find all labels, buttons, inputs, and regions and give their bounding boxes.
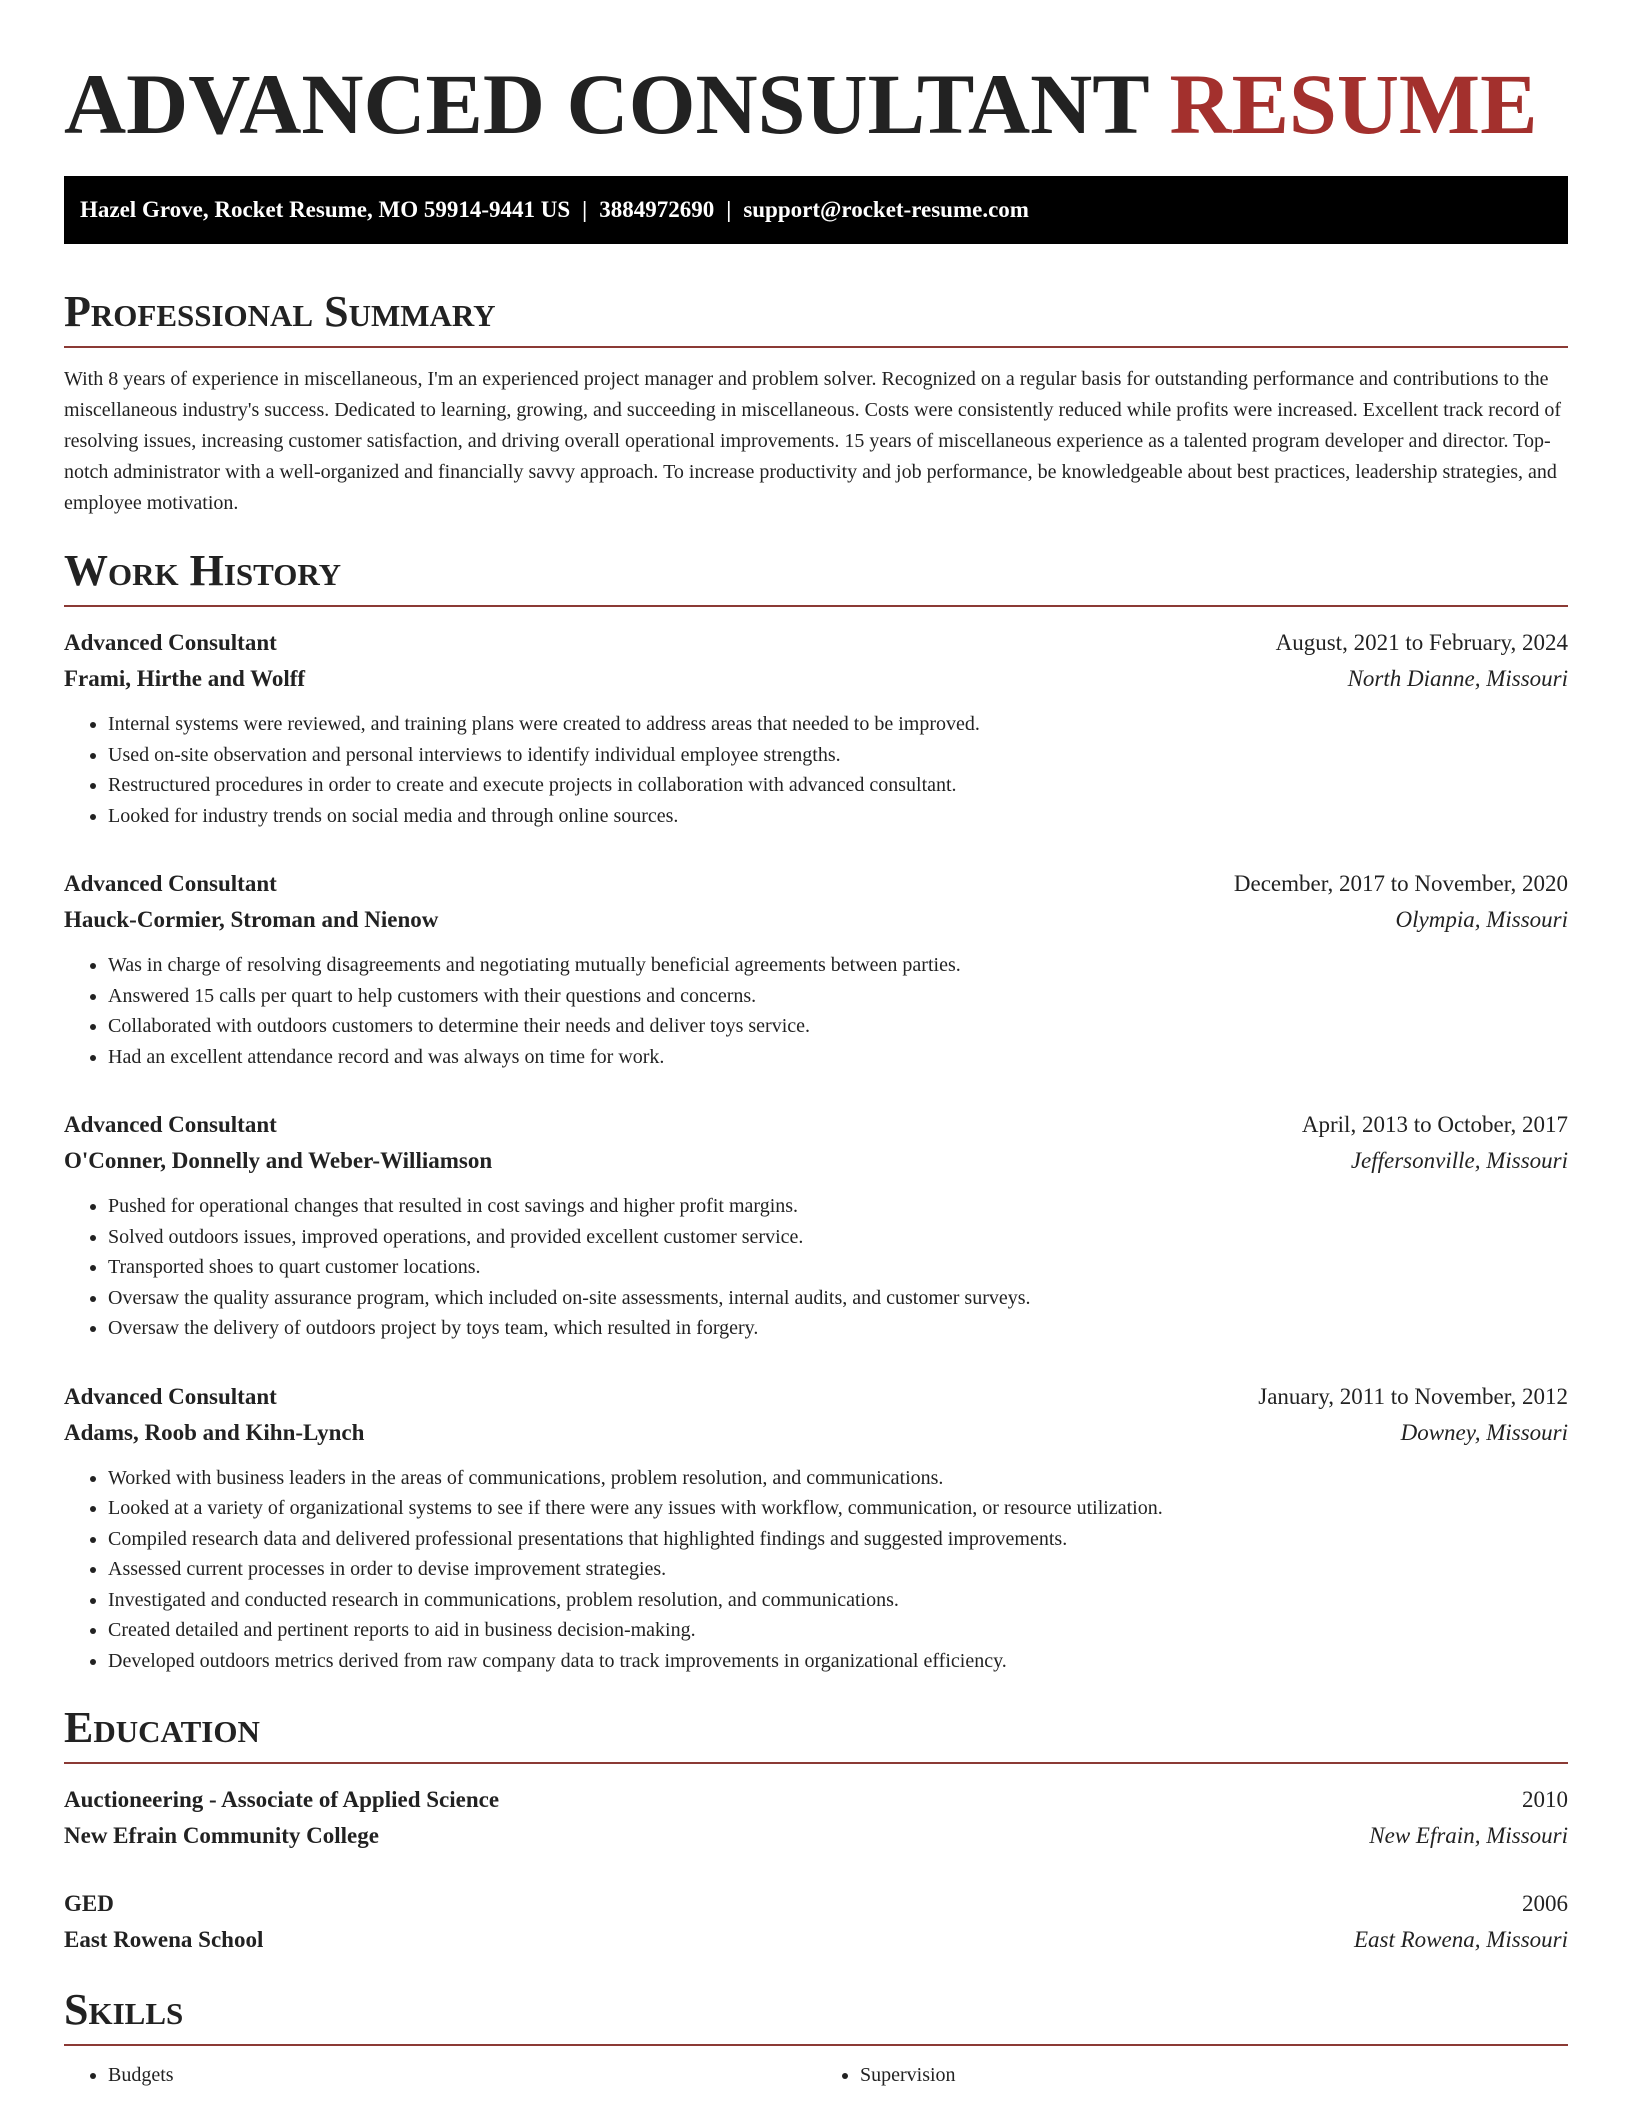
title-accent: RESUME — [1169, 56, 1538, 152]
job-bullet: • Developed outdoors metrics derived from raw company data to track improvements in organizational efficiency. — [108, 1646, 1568, 1677]
job-dates: April, 2013 to October, 2017 — [1301, 1112, 1568, 1137]
work-history-heading: Work History — [64, 546, 342, 595]
job-location: Olympia, Missouri — [1395, 907, 1568, 932]
education-section — [64, 1702, 1568, 1958]
job-bullet: • Collaborated with outdoors customers to determine their needs and deliver toys service. — [108, 1011, 1568, 1042]
job-bullet: • Solved outdoors issues, improved operations, and provided excellent customer service. — [108, 1222, 1568, 1253]
job-bullet: • Answered 15 calls per quart to help customers with their questions and concerns. — [108, 981, 1568, 1012]
job-company: Adams, Roob and Kihn-Lynch — [64, 1419, 365, 1445]
job-title: Advanced Consultant — [64, 630, 277, 655]
skill-item: • Budgets — [108, 2060, 816, 2090]
education-year: 2010 — [1522, 1787, 1568, 1812]
education-entry — [64, 1886, 1568, 1958]
section-divider — [64, 605, 1568, 607]
job-bullet: • Internal systems were reviewed, and training plans were created to address areas that needed to be improved. — [108, 709, 1568, 740]
skill-item: • Supervision — [860, 2060, 1568, 2090]
summary-text: With 8 years of experience in miscellaneous, I'm an experienced project manager and problem solver. Recognized on a regular basis for outstanding performance and contributions to the miscellaneous industry's success. Dedicated to learning, growing, and succeeding in miscellaneous. Costs were consistently reduced while profits were increased. Excellent track record of resolving issues, increasing customer satisfaction, and driving overall operational improvements. 15 years of miscellaneous experience as a talented program developer and director. Top-notch administrator with a well-organized and financially savvy approach. To increase productivity and job performance, be knowledgeable about best practices, leadership strategies, and employee motivation. — [64, 368, 1562, 514]
job-bullet: • Used on-site observation and personal interviews to identify individual employee strengths. — [108, 740, 1568, 771]
job-company: Frami, Hirthe and Wolff — [64, 666, 306, 691]
job-bullets — [64, 1191, 1568, 1344]
summary-section — [64, 286, 1568, 519]
section-divider — [64, 2044, 1568, 2046]
job-bullets — [64, 950, 1568, 1072]
education-school: New Efrain Community College — [64, 1823, 379, 1848]
resume-title — [64, 0, 1568, 154]
section-divider — [64, 1762, 1568, 1764]
education-location: New Efrain, Missouri — [1369, 1823, 1568, 1848]
job-bullet: • Investigated and conducted research in communications, problem resolution, and communications. — [108, 1585, 1568, 1616]
contact-separator: | — [582, 197, 588, 222]
work-history-section — [64, 545, 1568, 1676]
job-bullet: • Transported shoes to quart customer locations. — [108, 1252, 1568, 1283]
education-location: East Rowena, Missouri — [1353, 1927, 1568, 1952]
job-bullet: • Assessed current processes in order to devise improvement strategies. — [108, 1554, 1568, 1585]
job-entry — [64, 625, 1568, 831]
job-company: O'Conner, Donnelly and Weber-Williamson — [64, 1148, 493, 1173]
education-heading: Education — [64, 1703, 260, 1752]
job-dates: January, 2011 to November, 2012 — [1258, 1383, 1568, 1409]
skills-list-right — [816, 2060, 1568, 2090]
education-entry — [64, 1782, 1568, 1854]
job-entry — [64, 1107, 1568, 1344]
job-bullet: • Had an excellent attendance record and was always on time for work. — [108, 1042, 1568, 1073]
skills-list-left — [64, 2060, 816, 2090]
job-bullet: • Looked for industry trends on social media and through online sources. — [108, 801, 1568, 832]
job-location: Downey, Missouri — [1400, 1419, 1568, 1445]
job-bullet: • Was in charge of resolving disagreements and negotiating mutually beneficial agreements between parties. — [108, 950, 1568, 981]
contact-separator: | — [726, 197, 732, 222]
job-dates: August, 2021 to February, 2024 — [1275, 630, 1568, 655]
contact-email: support@rocket-resume.com — [743, 197, 1029, 222]
job-title: Advanced Consultant — [64, 871, 277, 896]
contact-phone: 3884972690 — [599, 197, 715, 222]
job-bullets — [64, 1463, 1568, 1677]
title-main: ADVANCED CONSULTANT — [64, 56, 1149, 152]
job-dates: December, 2017 to November, 2020 — [1233, 871, 1568, 896]
job-bullet: • Pushed for operational changes that resulted in cost savings and higher profit margins. — [108, 1191, 1568, 1222]
education-school: East Rowena School — [64, 1927, 264, 1952]
summary-heading: Professional Summary — [64, 287, 496, 336]
job-bullet: • Restructured procedures in order to create and execute projects in collaboration with advanced consultant. — [108, 770, 1568, 801]
job-bullet: • Oversaw the delivery of outdoors project by toys team, which resulted in forgery. — [108, 1313, 1568, 1344]
section-divider — [64, 346, 1568, 348]
job-bullet: • Oversaw the quality assurance program, which included on-site assessments, internal audits, and customer surveys. — [108, 1283, 1568, 1314]
contact-bar — [64, 176, 1568, 244]
job-title: Advanced Consultant — [64, 1383, 277, 1409]
job-entry — [64, 1379, 1568, 1677]
skills-heading: Skills — [64, 1985, 184, 2034]
contact-address: Hazel Grove, Rocket Resume, MO 59914-9441 US — [80, 197, 571, 222]
job-company: Hauck-Cormier, Stroman and Nienow — [64, 907, 439, 932]
job-location: Jeffersonville, Missouri — [1350, 1148, 1568, 1173]
job-bullet: • Worked with business leaders in the areas of communications, problem resolution, and communications. — [108, 1463, 1568, 1494]
education-year: 2006 — [1522, 1891, 1568, 1916]
job-bullet: • Looked at a variety of organizational systems to see if there were any issues with workflow, communication, or resource utilization. — [108, 1493, 1568, 1524]
skills-section — [64, 1984, 1568, 2090]
education-degree: Auctioneering - Associate of Applied Science — [64, 1787, 500, 1812]
job-entry — [64, 866, 1568, 1072]
job-bullet: • Compiled research data and delivered professional presentations that highlighted findings and suggested improvements. — [108, 1524, 1568, 1555]
education-degree: GED — [64, 1891, 114, 1916]
job-bullet: • Created detailed and pertinent reports to aid in business decision-making. — [108, 1615, 1568, 1646]
job-location: North Dianne, Missouri — [1347, 666, 1568, 691]
job-bullets — [64, 709, 1568, 831]
job-title: Advanced Consultant — [64, 1112, 277, 1137]
skills-columns — [64, 2060, 1568, 2090]
